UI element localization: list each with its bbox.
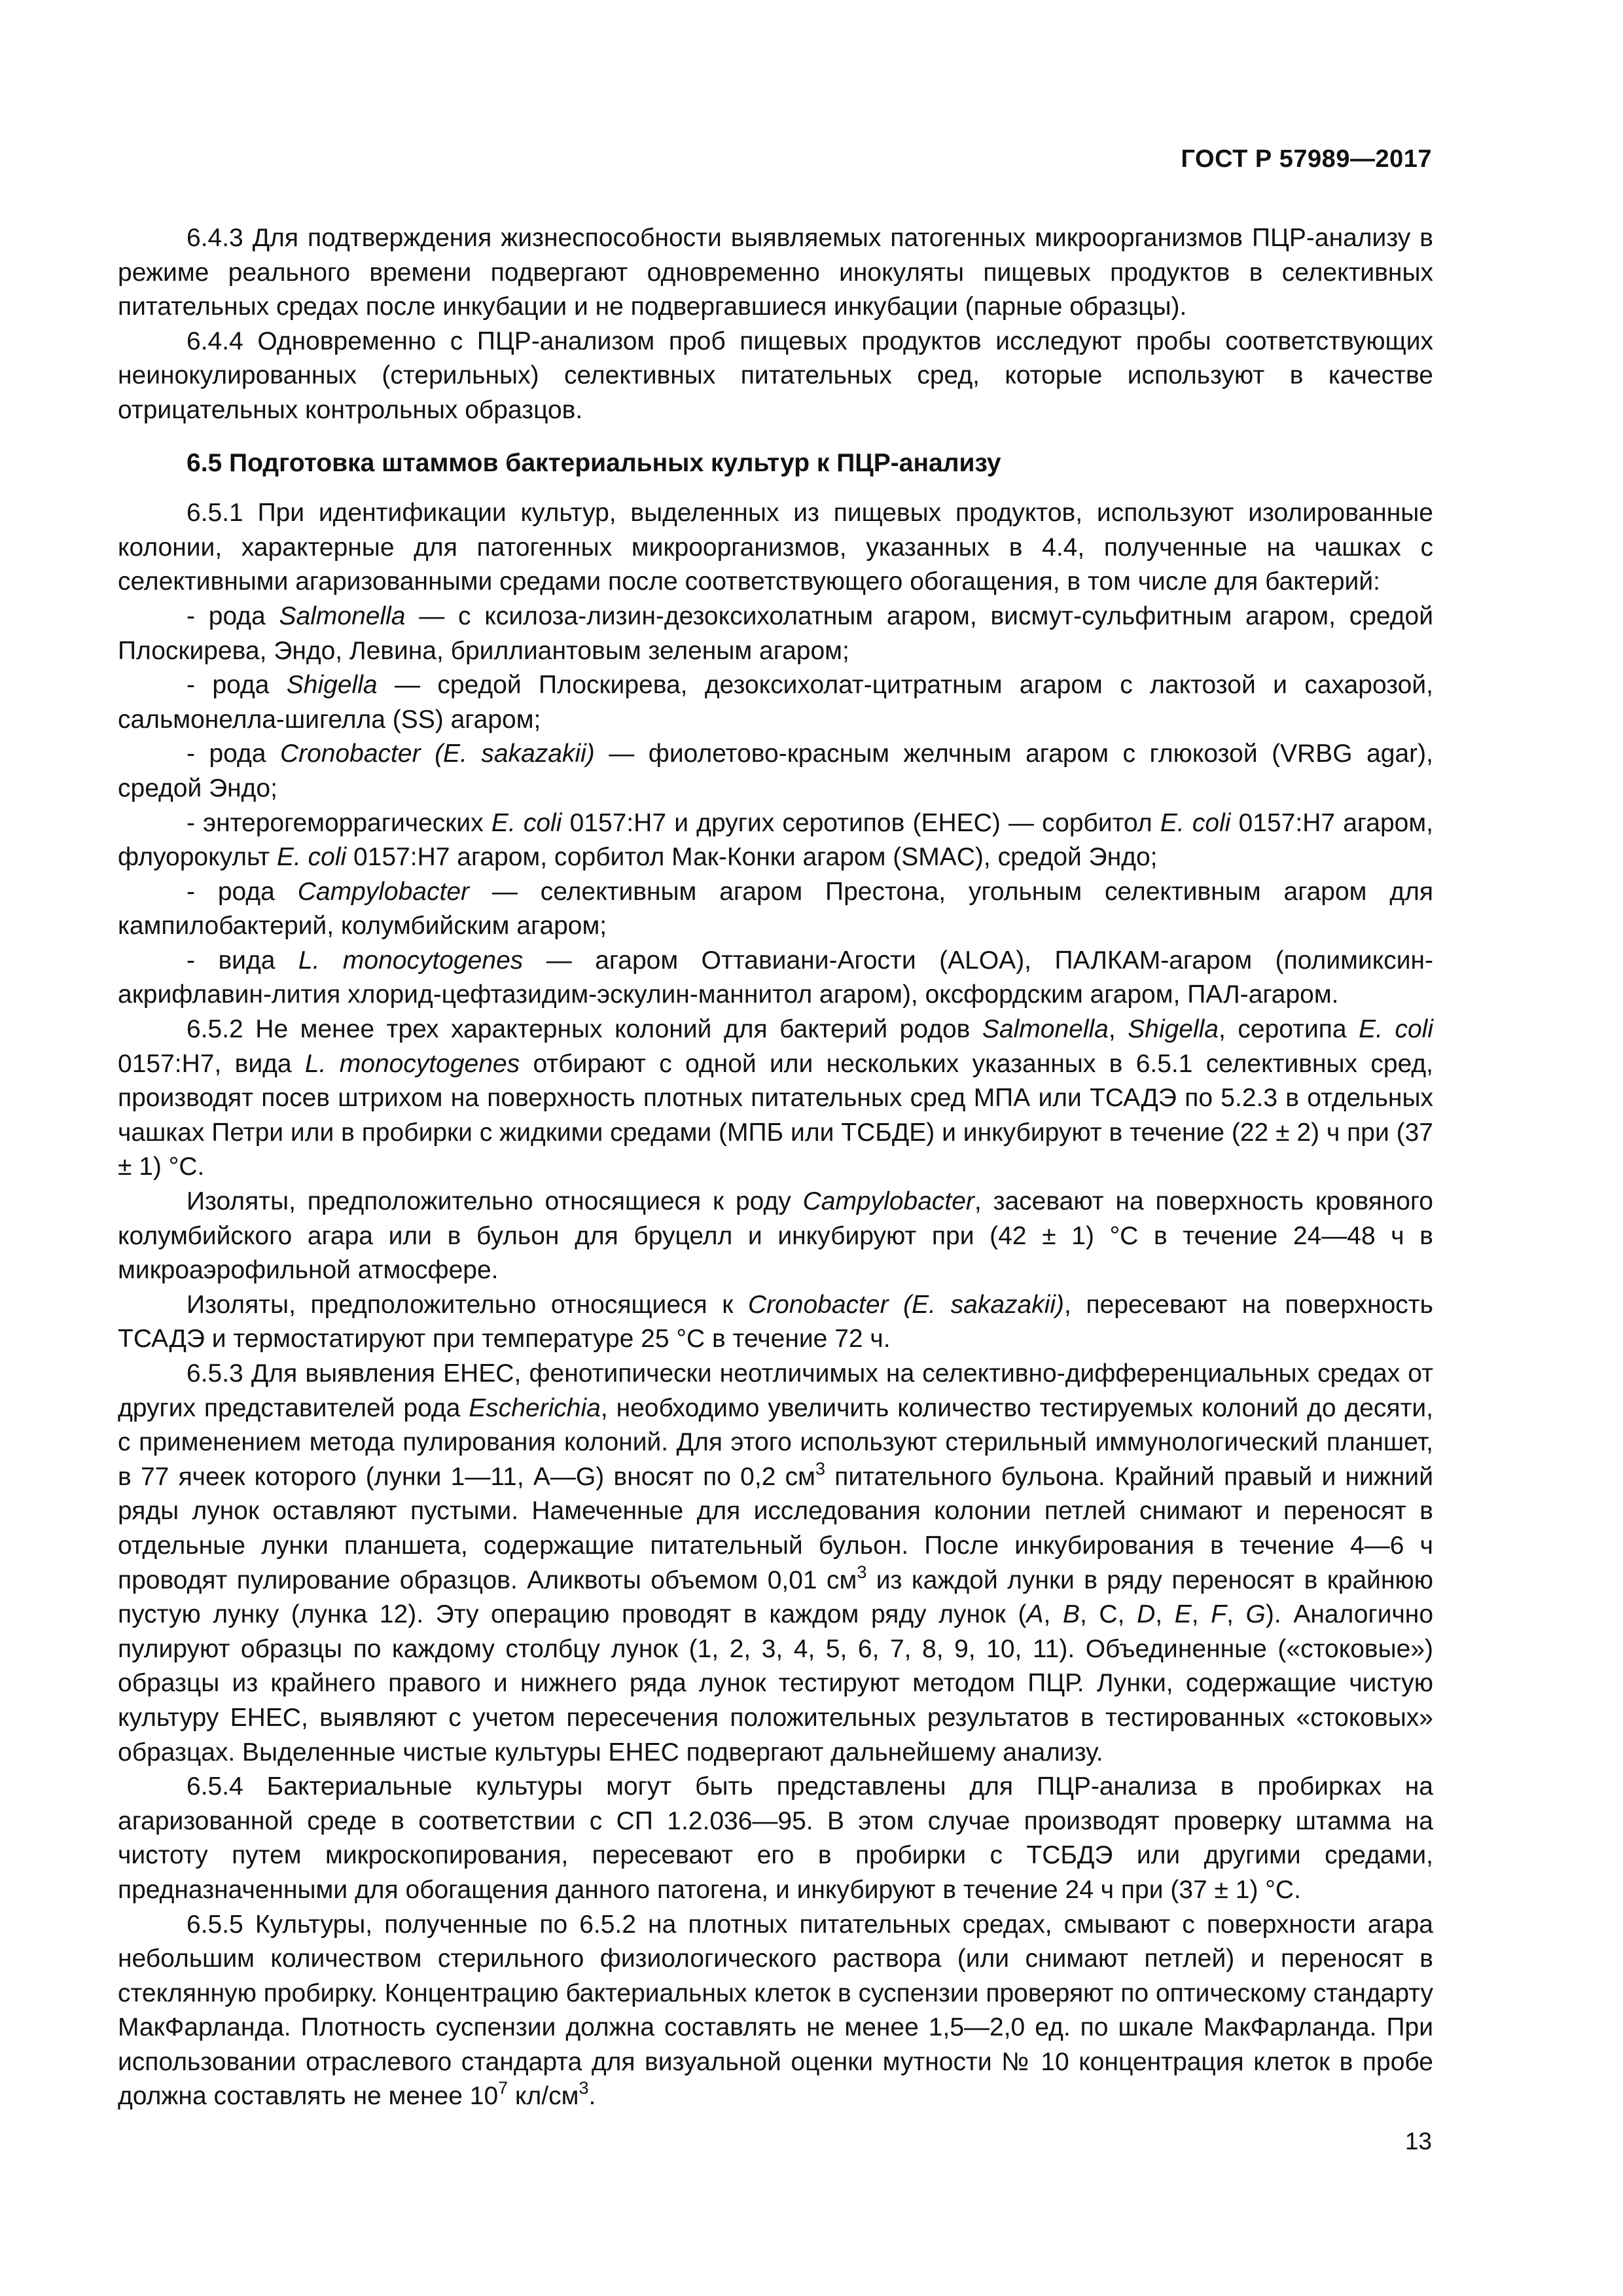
paragraph-campylobacter-isolates: Изоляты, предположительно относящиеся к роду Campylobacter, засевают на поверхность кровяного колумбийского агара или в бульон для бруцелл и инкубируют при (42 ± 1) °С в течение 24—48 ч в микроаэрофильной атмосфере. xyxy=(118,1187,1433,1285)
list-item-campylobacter: - рода Campylobacter — селективным агаром Престона, угольным селективным агаром для кампилобактерий, колумбийским агаром; xyxy=(118,877,1433,941)
paragraph-6-5-5: 6.5.5 Культуры, полученные по 6.5.2 на плотных питательных средах, смывают с поверхности агара небольшим количеством стерильного физиологического раствора (или снимают петлей) и переносят в стеклянную пробирку. Концентрацию бактериальных клеток в суспензии проверяют по оптическому стандарту МакФарланда. Плотность суспензии должна составлять не менее 1,5—2,0 ед. по шкале МакФарланда. При использовании отраслевого стандарта для визуальной оценки мутности № 10 концентрация клеток в пробе должна составлять не менее $10^7$ $кл/см^3$. xyxy=(118,1910,1433,2111)
paragraph-6-4-3: 6.4.3 Для подтверждения жизнеспособности выявляемых патогенных микроорганизмов ПЦР-анализу в режиме реального времени подвергают одновременно инокуляты пищевых продуктов в селективных питательных средах после инкубации и не подвергавшиеся инкубации (парные образцы). xyxy=(118,224,1433,321)
list-item-listeria: - вида L. monocytogenes — агаром Оттавиани-Агости (ALOA), ПАЛКАМ-агаром (полимиксин-акрифлавин-лития хлорид-цефтазидим-эскулин-маннитол агаром), оксфордским агаром, ПАЛ-агаром. xyxy=(118,946,1434,1009)
paragraph-6-4-4: 6.4.4 Одновременно с ПЦР-анализом проб пищевых продуктов исследуют пробы соответствующих неинокулированных (стерильных) селективных питательных сред, которые используют в качестве отрицательных контрольных образцов. xyxy=(118,327,1433,424)
paragraph-6-5-2: 6.5.2 Не менее трех характерных колоний для бактерий родов Salmonella, Shigella, серотипа E. coli 0157:Н7, вида L. monocytogenes отбирают с одной или нескольких указанных в 6.5.1 селективных сред, производят посев штрихом на поверхность плотных питательных сред МПА или ТСАДЭ по 5.2.3 в отдельных чашках Петри или в пробирки с жидкими средами (МПБ или ТСБДЕ) и инкубируют в течение (22 ± 2) ч при (37 ± 1) °С. xyxy=(118,1015,1434,1181)
list-item-ehec: - энтерогеморрагических E. coli 0157:Н7 и других серотипов (ЕНЕС) — сорбитол E. coli 0157:Н7 агаром, флуорокульт E. coli 0157:Н7 агаром, сорбитол Мак-Конки агаром (SMAC), средой Эндо; xyxy=(118,808,1434,872)
section-heading-6-5: 6.5 Подготовка штаммов бактериальных культур к ПЦР-анализу xyxy=(187,448,1001,477)
paragraph-6-5-4: 6.5.4 Бактериальные культуры могут быть представлены для ПЦР-анализа в пробирках на агаризованной среде в соответствии с СП 1.2.036—95. В этом случае производят проверку штамма на чистоту путем микроскопирования, пересевают его в пробирки с ТСБДЭ или другими средами, предназначенными для обогащения данного патогена, и инкубируют в течение 24 ч при (37 ± 1) °С. xyxy=(118,1772,1433,1904)
page-number: 13 xyxy=(1404,2128,1432,2155)
list-item-shigella: - рода Shigella — средой Плоскирева, дезоксихолат-цитратным агаром с лактозой и сахарозой, сальмонелла-шигелла (SS) агаром; xyxy=(118,671,1433,734)
document-designation: ГОСТ Р 57989—2017 xyxy=(1181,145,1432,173)
paragraph-6-5-3: 6.5.3 Для выявления ЕНЕС, фенотипически неотличимых на селективно-дифференциальных средах от других представителей рода Escherichia, необходимо увеличить количество тестируемых колоний до десяти, с применением метода пулирования колоний. Для этого используют стерильный иммунологический планшет, в 77 ячеек которого (лунки 1—11, A—G) вносят по 0,2 $см^3$ питательного бульона. Крайний правый и нижний ряды лунок оставляют пустыми. Намеченные для исследования колонии петлей снимают и переносят в отдельные лунки планшета, содержащие питательный бульон. После инкубирования в течение 4—6 ч проводят пулирование образцов. Аликвоты объемом 0,01 $см^3$ из каждой лунки в ряду переносят в крайнюю пустую лунку (лунка 12). Эту операцию проводят в каждом ряду лунок (A, B, С, D, E, F, G). Аналогично пулируют образцы по каждому столбцу лунок (1, 2, 3, 4, 5, 6, 7, 8, 9, 10, 11). Объединенные («стоковые») образцы из крайнего правого и нижнего ряда лунок тестируют методом ПЦР. Лунки, содержащие чистую культуру ЕНЕС, выявляют с учетом пересечения положительных результатов в тестированных «стоковых» образцах. Выделенные чистые культуры ЕНЕС подвергают дальнейшему анализу. xyxy=(118,1359,1434,1767)
document-body xyxy=(118,221,1433,2114)
paragraph-cronobacter-isolates: Изоляты, предположительно относящиеся к Cronobacter (E. sakazakii), пересевают на поверхность ТСАДЭ и термостатируют при температуре 25 °С в течение 72 ч. xyxy=(118,1290,1433,1354)
list-item-cronobacter: - рода Cronobacter (E. sakazakii) — фиолетово-красным желчным агаром с глюкозой (VRBG agar), средой Эндо; xyxy=(118,740,1433,802)
paragraph-6-5-1: 6.5.1 При идентификации культур, выделенных из пищевых продуктов, используют изолированные колонии, характерные для патогенных микроорганизмов, указанных в 4.4, полученные на чашках с селективными агаризованными средами после соответствующего обогащения, в том числе для бактерий: xyxy=(118,499,1433,596)
list-item-salmonella: - рода Salmonella — с ксилоза-лизин-дезоксихолатным агаром, висмут-сульфитным агаром, средой Плоскирева, Эндо, Левина, бриллиантовым зеленым агаром; xyxy=(118,601,1433,665)
